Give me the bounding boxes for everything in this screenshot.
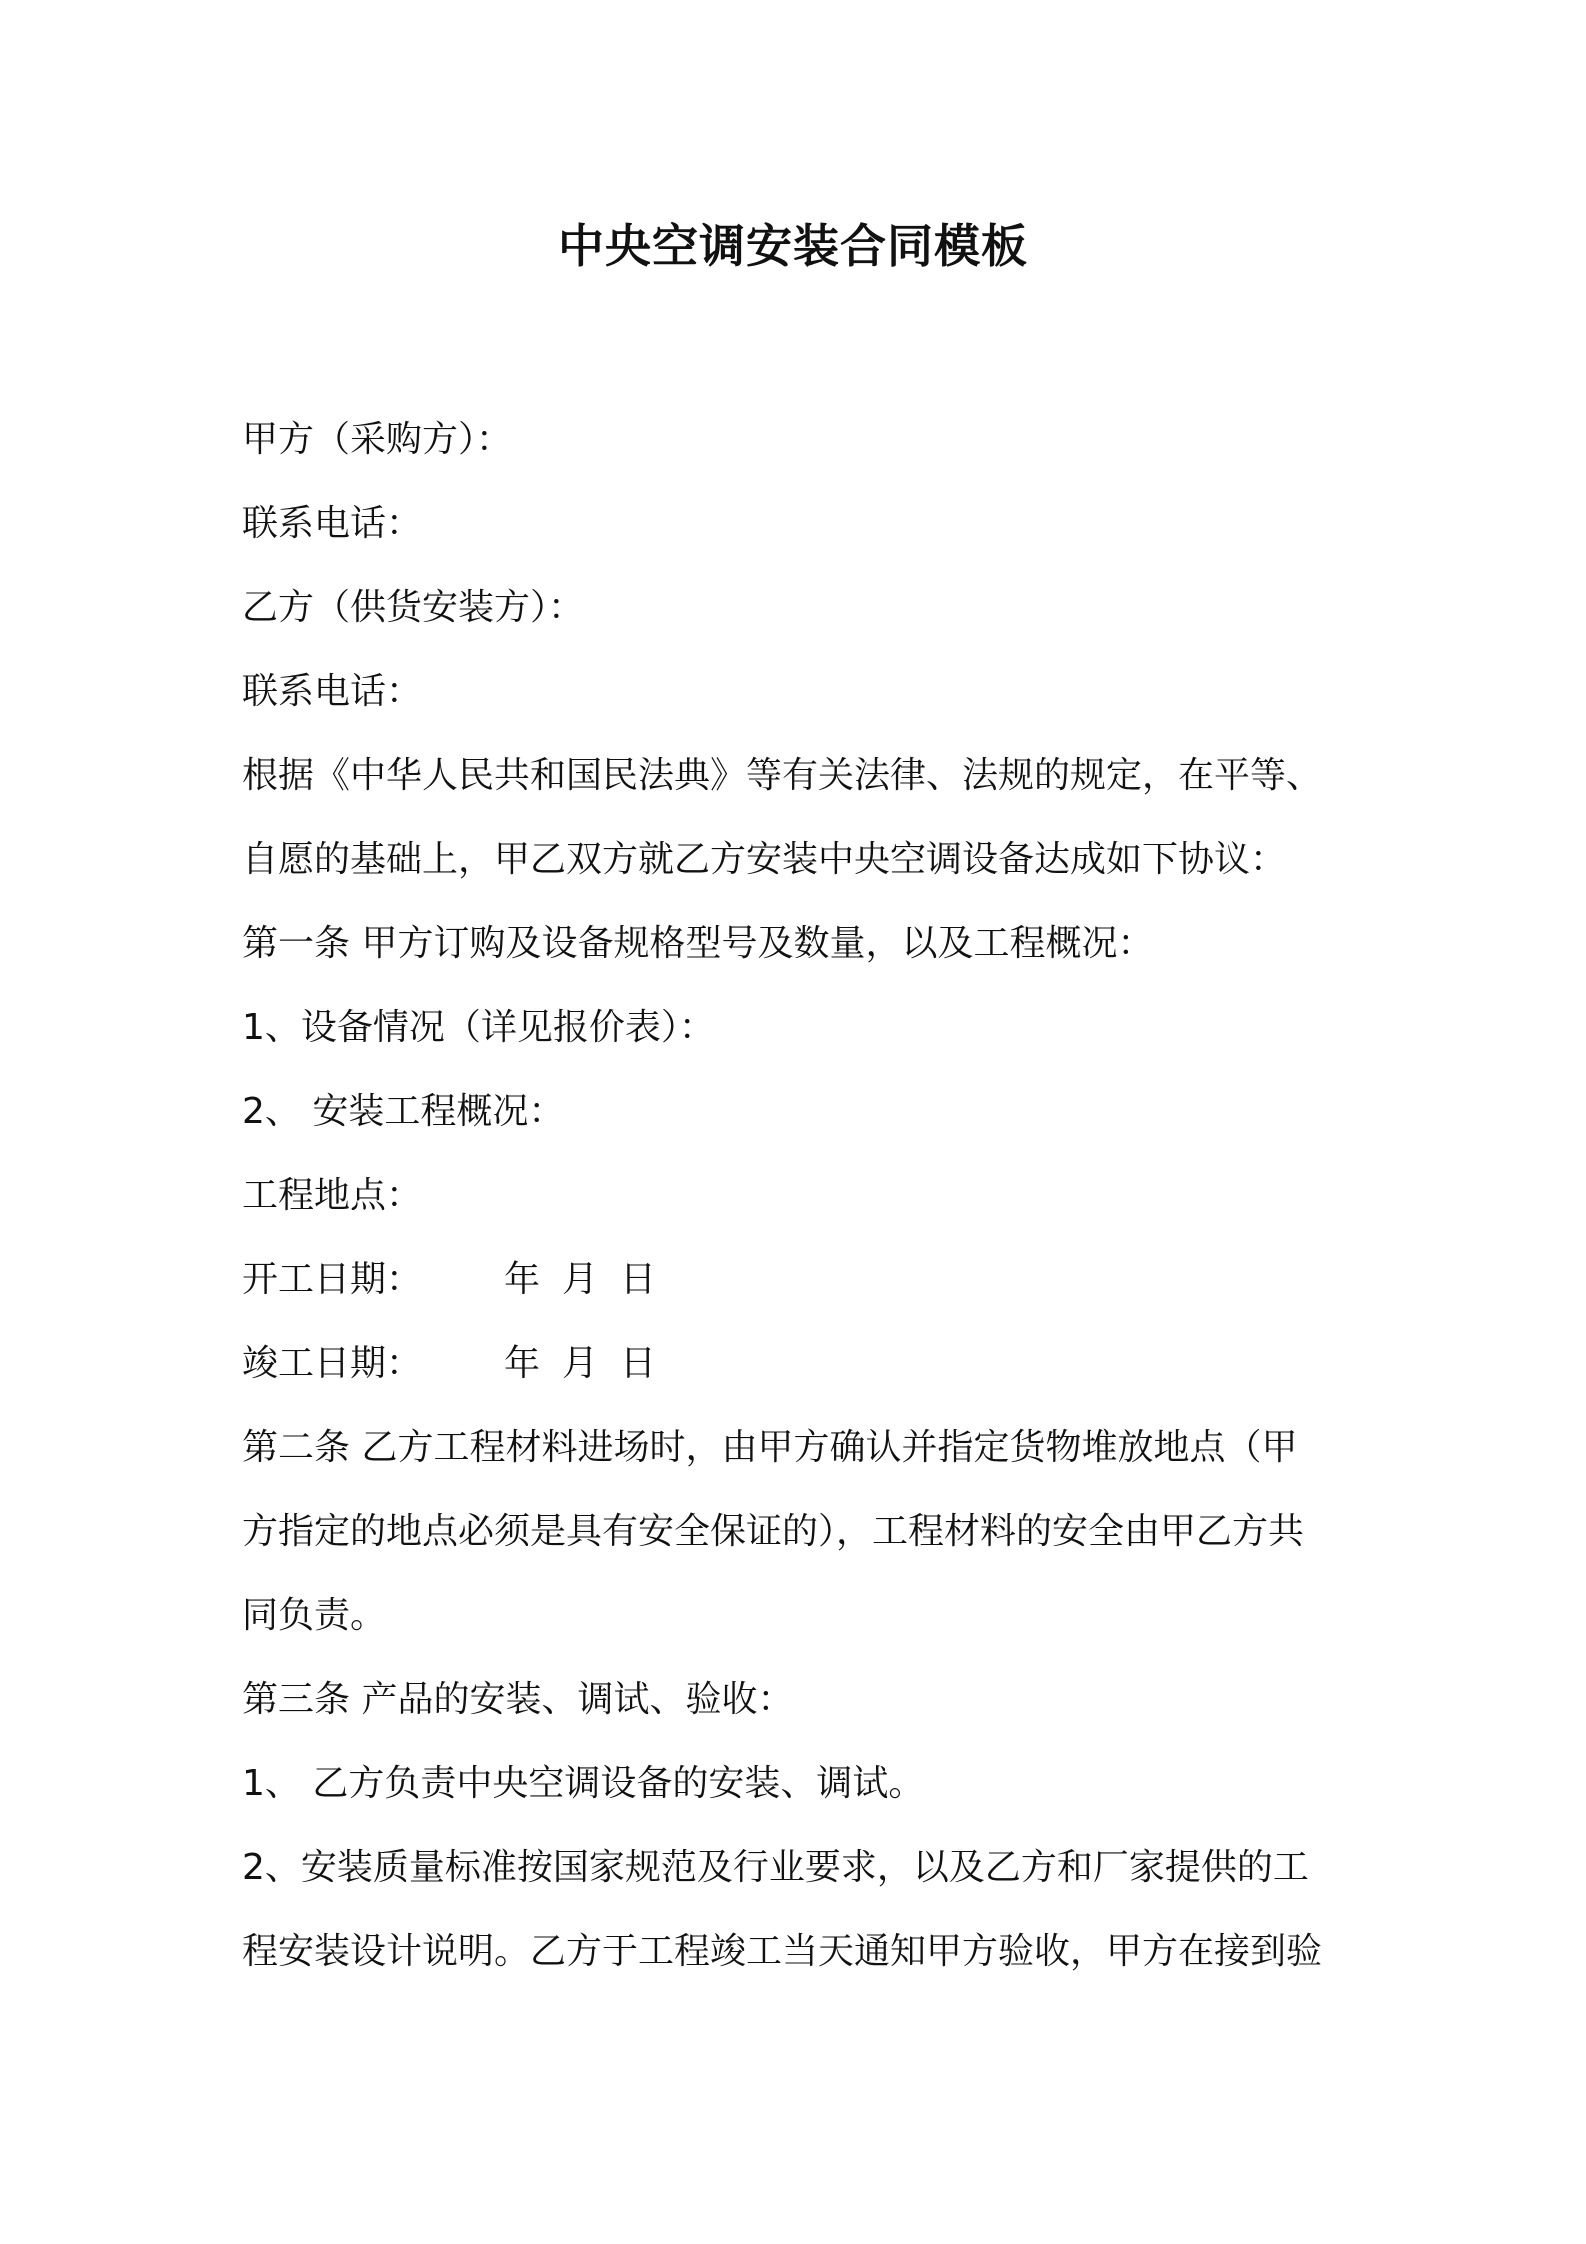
start-date-label: 开工日期： [242, 1259, 423, 1300]
start-date-month: 月 [562, 1259, 599, 1300]
party-b-phone-line: 联系电话： [242, 671, 423, 712]
article-1-item-2: 2、 安装工程概况： [242, 1091, 565, 1132]
article-1-heading: 第一条 甲方订购及设备规格型号及数量，以及工程概况： [242, 923, 1154, 964]
article-2-line-3: 同负责。 [242, 1595, 387, 1636]
article-1-item-1: 1、设备情况（详见报价表）： [242, 1007, 715, 1048]
article-3-item-1: 1、 乙方负责中央空调设备的安装、调试。 [242, 1763, 925, 1804]
end-date-label: 竣工日期： [242, 1343, 423, 1384]
end-date-month: 月 [562, 1343, 599, 1384]
party-a-line: 甲方（采购方）： [242, 419, 513, 460]
preamble-line-2: 自愿的基础上，甲乙双方就乙方安装中央空调设备达成如下协议： [242, 839, 1287, 880]
document-body [242, 398, 1358, 1994]
party-a-phone-line: 联系电话： [242, 503, 423, 544]
site-label: 工程地点： [242, 1175, 423, 1216]
article-2-line-1: 第二条 乙方工程材料进场时，由甲方确认并指定货物堆放地点（甲 [242, 1427, 1298, 1468]
article-2-line-2: 方指定的地点必须是具有安全保证的），工程材料的安全由甲乙方共 [242, 1511, 1305, 1552]
party-b-line: 乙方（供货安装方）： [242, 587, 585, 628]
end-date-day: 日 [620, 1343, 657, 1384]
preamble-line-1: 根据《中华人民共和国民法典》等有关法律、法规的规定，在平等、 [242, 755, 1323, 796]
article-3-item-2-line-2: 程安装设计说明。乙方于工程竣工当天通知甲方验收，甲方在接到验 [242, 1931, 1323, 1972]
article-3-item-2-line-1: 2、安装质量标准按国家规范及行业要求，以及乙方和厂家提供的工 [242, 1847, 1309, 1888]
start-date-line [242, 1238, 1358, 1322]
document-title: 中央空调安装合同模板 [558, 219, 1028, 273]
start-date-day: 日 [620, 1259, 657, 1300]
end-date-line [242, 1322, 1358, 1406]
article-3-heading: 第三条 产品的安装、调试、验收： [242, 1679, 794, 1720]
end-date-year: 年 [504, 1343, 541, 1384]
start-date-year: 年 [504, 1259, 541, 1300]
